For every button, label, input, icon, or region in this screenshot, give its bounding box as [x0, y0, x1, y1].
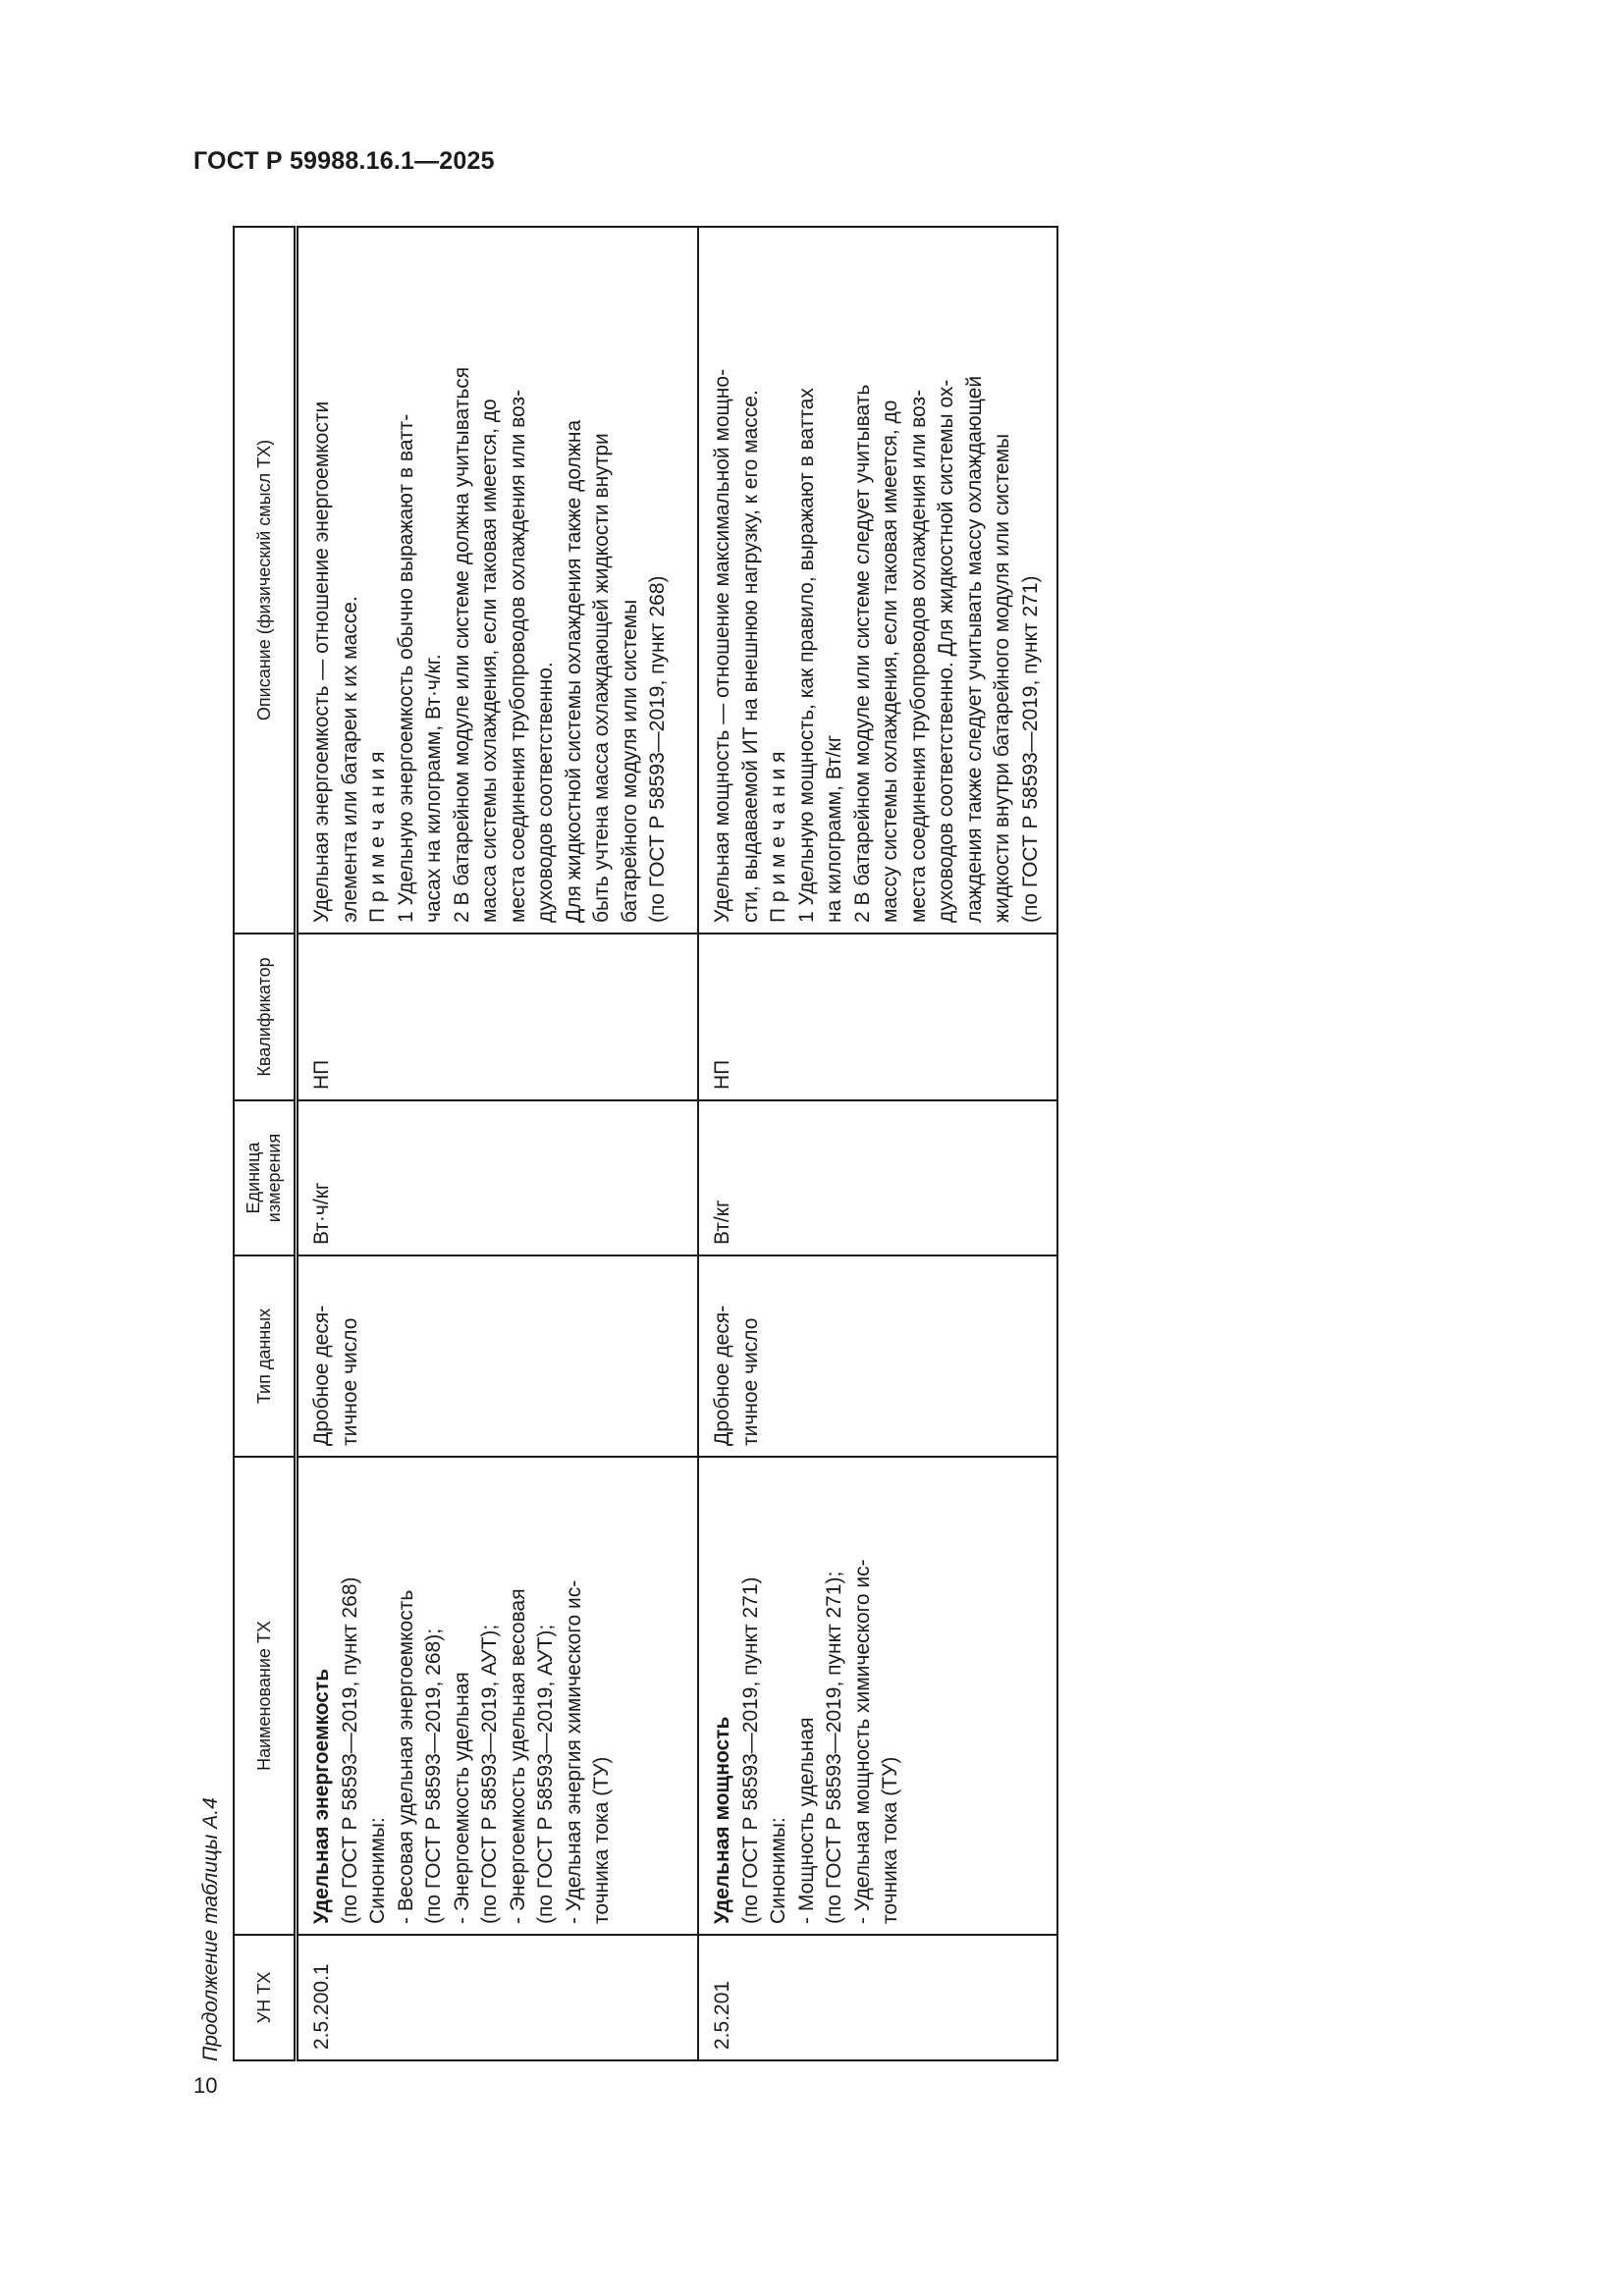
name-line: Синонимы: — [366, 1817, 389, 1924]
cell-data-type — [698, 1255, 1057, 1457]
description-line: быть учтена масса охлаждающей жидкости внутри — [590, 433, 613, 923]
name-line: - Удельная энергия химического ис- — [562, 1579, 585, 1924]
description-line: духоводов соответственно. — [534, 662, 557, 923]
description-line: батарейного модуля или системы — [618, 599, 641, 923]
cell-name — [297, 1457, 699, 1935]
description-line: Удельная мощность — отношение максимальной мощно- — [711, 368, 733, 923]
name-line: - Энергоемкость удельная — [450, 1672, 473, 1924]
cell-qualifier: НП — [297, 934, 699, 1100]
characteristic-name-title: Удельная мощность — [711, 1716, 733, 1924]
name-line: (по ГОСТ Р 58593—2019, АУТ); — [534, 1624, 557, 1924]
name-line: Синонимы: — [767, 1817, 789, 1924]
data-type-line: тичное число — [738, 1317, 762, 1446]
page-number: 10 — [193, 2073, 218, 2098]
name-line: (по ГОСТ Р 58593—2019, АУТ); — [478, 1624, 501, 1924]
cell-description — [698, 227, 1057, 934]
description-line: лаждения также следует учитывать массу охлаждающей — [962, 375, 986, 923]
description-line: на килограмм, Вт/кг — [823, 734, 845, 923]
name-line: (по ГОСТ Р 58593—2019, пункт 268) — [338, 1576, 361, 1924]
description-line: 2 В батарейном модуле или системе должна учитываться — [450, 366, 473, 923]
notes-heading: П р и м е ч а н и я — [366, 751, 389, 923]
table-row — [297, 227, 699, 2060]
description-line: Удельная энергоемкость — отношение энергоемкости — [310, 400, 333, 923]
description-line: 1 Удельную мощность, как правило, выражают в ваттах — [794, 388, 818, 923]
col-header-unit: Единица измерения — [234, 1100, 297, 1255]
description-line: (по ГОСТ Р 58593—2019, пункт 271) — [1018, 575, 1042, 923]
name-line: (по ГОСТ Р 58593—2019, пункт 271) — [738, 1576, 762, 1924]
cell-description — [297, 227, 699, 934]
name-line: - Энергоемкость удельная весовая — [506, 1588, 529, 1924]
cell-unit: Вт/кг — [698, 1100, 1057, 1255]
data-type-line: Дробное деся- — [310, 1305, 333, 1446]
name-line: точника тока (ТУ) — [590, 1756, 613, 1924]
cell-id: 2.5.200.1 — [297, 1935, 699, 2060]
description-line: часах на килограмм, Вт·ч/кг. — [422, 654, 445, 923]
description-line: духоводов соответственно. Для жидкостной системы ох- — [935, 379, 957, 923]
cell-qualifier: НП — [698, 934, 1057, 1100]
notes-heading: П р и м е ч а н и я — [767, 751, 789, 923]
name-line: - Удельная мощность химического ис- — [850, 1559, 874, 1924]
data-type-line: тичное число — [338, 1317, 361, 1446]
description-line: Для жидкостной системы охлаждения также должна — [562, 419, 585, 923]
col-header-data-type: Тип данных — [234, 1255, 297, 1457]
col-header-description: Описание (физический смысл ТХ) — [234, 227, 297, 934]
description-line: элемента или батареи к их массе. — [338, 596, 361, 923]
characteristics-table — [233, 226, 1058, 2061]
description-line: места соединения трубопроводов охлаждения или воз- — [506, 389, 529, 923]
table-header-row — [234, 227, 297, 2060]
data-type-line: Дробное деся- — [711, 1305, 733, 1446]
description-line: 1 Удельную энергоемкость обычно выражают в ватт- — [394, 413, 417, 923]
col-header-qualifier: Квалификатор — [234, 934, 297, 1100]
cell-id: 2.5.201 — [698, 1935, 1057, 2060]
name-line: - Весовая удельная энергоемкость — [394, 1589, 417, 1924]
cell-name — [698, 1457, 1057, 1935]
document-header: ГОСТ Р 59988.16.1—2025 — [193, 147, 495, 175]
name-line: - Мощность удельная — [794, 1717, 818, 1924]
description-line: (по ГОСТ Р 58593—2019, пункт 268) — [646, 575, 669, 923]
description-line: сти, выдаваемой ИТ на внешнюю нагрузку, к его массе. — [738, 390, 762, 923]
cell-data-type — [297, 1255, 699, 1457]
table-row — [698, 227, 1057, 2060]
description-line: 2 В батарейном модуле или системе следует учитывать — [850, 384, 874, 923]
col-header-name: Наименование ТХ — [234, 1457, 297, 1935]
description-line: места соединения трубопроводов охлаждения или воз- — [906, 389, 930, 923]
name-line: (по ГОСТ Р 58593—2019, пункт 271); — [823, 1571, 845, 1924]
col-header-id: УН ТХ — [234, 1935, 297, 2060]
table-caption: Продолжение таблицы А.4 — [199, 1797, 222, 2061]
description-line: жидкости внутри батарейного модуля или системы — [991, 433, 1013, 923]
description-line: массу системы охлаждения, если таковая имеется, до — [879, 400, 901, 923]
description-line: масса системы охлаждения, если таковая имеется, до — [478, 399, 501, 923]
cell-unit: Вт·ч/кг — [297, 1100, 699, 1255]
characteristic-name-title: Удельная энергоемкость — [310, 1668, 333, 1924]
name-line: (по ГОСТ Р 58593—2019, 268); — [422, 1628, 445, 1924]
name-line: точника тока (ТУ) — [879, 1756, 901, 1924]
